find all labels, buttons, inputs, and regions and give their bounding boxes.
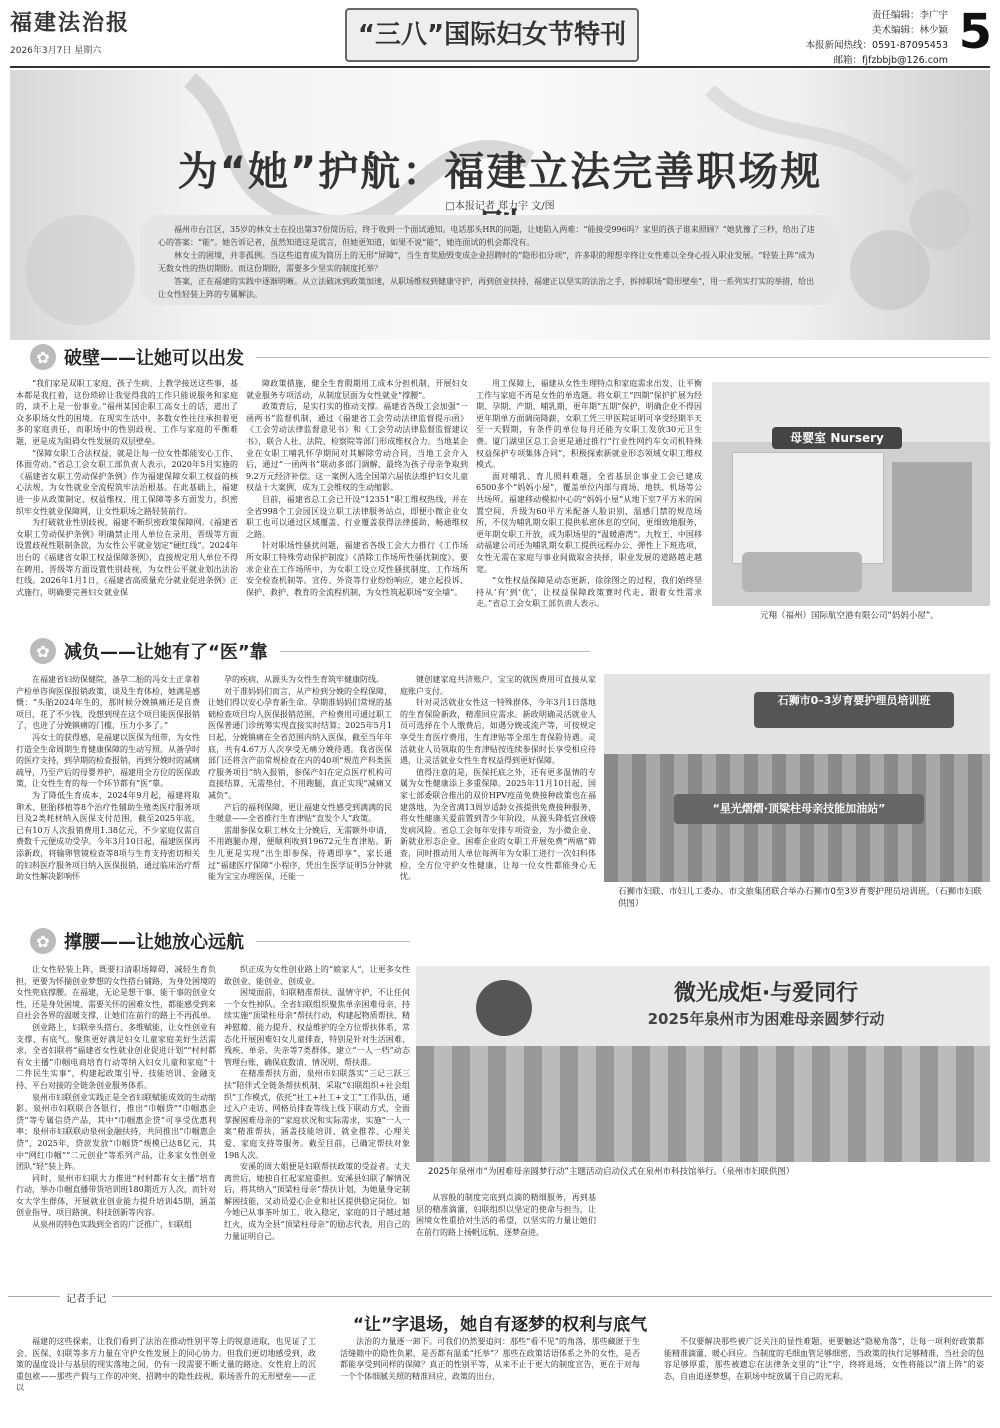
paragraph: 键创建家庭共济账户，宝宝的就医费用可直接从家庭账户支付。 — [400, 675, 596, 696]
banner-text: “星光熠熠·顶梁柱母亲技能加油站” — [674, 794, 924, 824]
photo-caption: 元翔（福州）国际航空港有限公司“妈妈小屋”。 — [760, 611, 939, 621]
editor-name: 责任编辑：李广宇 — [871, 10, 948, 21]
section-title: 破壁——让她可以出发 — [64, 348, 244, 369]
paragraph: 孕的疾病，从源头为女性生育筑牢健康防线。 — [224, 675, 384, 684]
article-column — [16, 964, 216, 1284]
sofa — [742, 552, 862, 592]
paragraph: 福建的这些探索，让我们看到了法治在推动性别平等上的锐意进取，也见证了工会、医保、妇联等多方力量在守护女性发展上的同心协力。但我们更切地感受到，政策的温度设计与基层的现实落地之间，仍有一段需要不断丈量的路途。女性肩上的沉重包袱——那些产假与工作的冲突、招聘中的隐性歧视、职场晋升的无形壁垒——正以 — [16, 1337, 316, 1393]
paragraph: 为打破就业性别歧视，福建不断织密政策保障网。《福建省女职工劳动保护条例》明确禁止用人单位在录用、晋级等方面设置歧视性限制条款，为女性公平就业划定“硬红线”。2024年出台的《福建省女职工权益保障条例》，直接规定用人单位不得在聘用、晋级等方面设置性别歧视，为女性公平就业划出法治红线。2026年1月1日，《福建省高质量充分就业促进条例》正式施行，明确要完善妇女就业保 — [16, 518, 238, 597]
email: 邮箱：fjfzbbjb@126.com — [833, 55, 948, 66]
newspaper-logo: 福建法治报 — [10, 10, 131, 36]
article-column — [476, 378, 702, 628]
paragraph: 针对职场性骚扰问题，福建省各级工会大力推行《工作场所女职工特殊劳动保护制度》《消除工作场所性骚扰制度》，要求企业在工作场所中，为女职工设立反性骚扰制度、工作场所安全检查机制等。宣传、外资等行业纷纷响应，建立起投诉、保护、救护、教育的全流程机制，为女性筑起职场“安全墙”。 — [246, 541, 468, 597]
news-hotline: 本报新闻热线：0591-87095453 — [805, 40, 948, 51]
section-heading-3 — [30, 926, 410, 956]
paragraph: 雷甜参保女职工林女士分娩后，无需额外申请，不用跑腿办理，便顺利收到19672元生育津贴。新生儿更是实现“出生即参保，待遇即享”，家长通过“福建医疗保障”小程序，凭出生医学证明5分钟就能为宝宝办理医保，还能一 — [208, 825, 392, 882]
ceremony-photo — [416, 966, 990, 1162]
lead-p1: 福州市台江区，35岁的林女士在投出第37份简历后，终于收到一个面试通知。电话那头HR的问题，让她陷入两难：“能接受996吗？家里的孩子谁来照顾？”她犹豫了三秒，给出了违心的答案：“能”。她告诉记者，虽然知道这是谎言，但她更知道，如果不说“能”，她连面试的机会都没有。 — [158, 225, 815, 247]
header-rule — [10, 66, 990, 68]
note-column — [16, 1336, 316, 1424]
designer-name: 美术编辑：林少颖 — [871, 25, 948, 36]
paragraph: “我们家是双职工家庭，孩子生病、上教学接送这些事，基本都是我扛着，这份琐碎让我觉得我的工作只能说服务和家庭的，谈不上是一份事业。”福州某国企职工高女士的话，道出了众多职场女性的困境。在现实生活中，多数女性往往承担着更多的家庭责任，而职场中的性别歧视、工作与家庭的平衡难题，更是成为阻碍女性发展的双层壁垒。 — [16, 379, 238, 446]
note-column — [664, 1336, 984, 1424]
masthead — [10, 6, 260, 61]
wall — [732, 452, 884, 564]
section-title: 撑腰——让她放心远航 — [64, 932, 244, 953]
flower-icon: ✿ — [30, 344, 56, 370]
paragraph: 政策背后，是实打实的推动支撑。福建省各级工会加强“一函两书”监督机制，通过《福建省工会劳动法律监督提示函》《工会劳动法律监督意见书》和《工会劳动法律监督监督建议书》，联合人社、法院、检察院等部门形成维权合力。当地某企业在女职工哺乳怀孕期间对其解除劳动合同，当地工会介入后，通过“一函两书”联动多部门调解，最终为孩子母亲争取到9.2万元经济补偿。这一案例入选全国第六届依法维护妇女儿童权益十大案例，成为工会维权的生动缩影。 — [246, 402, 468, 493]
paragraph: 困境面前，妇联精准帮扶、温情守护，不让任何一个女性掉队。全省妇联组织聚焦单亲困难母亲，持续实施“顶梁柱母亲”帮扶行动，构建起物质帮扶、精神慰藉、能力提升、权益维护的全方位帮扶体系，常态化开展困难妇女儿童排查，特别是针对生活困难、残疾、单亲、失亲等7类群体，建立“一人一档”动态管理台账，确保底数清、情况明、帮扶准。 — [224, 988, 410, 1067]
headline: 为“她”护航：福建立法完善职场规 — [177, 149, 823, 195]
paragraph: 创业路上，妇联牵头搭台、多维赋能，让女性创业有支撑、有底气。聚焦更好满足妇女儿童家庭美好生活需求，全省妇联将“福建省女性就业创业促进计划”“村村都有女主播”巾帼电商培育行动等纳入妇女儿童和家庭“十二件民生实事”，构建起政策引导、技能培训、金融支持、平台对接的全链条创业服务体系。 — [16, 1022, 216, 1090]
byline: □本报记者 郑力宇 文/图 — [445, 201, 555, 212]
paragraph: 面对哺乳、育儿照料难题，全省基层企事业工会已建成6500多个“妈妈小屋”，覆盖单位内部与商场、地铁、机场等公共场所。福建移动模拟中心的“妈妈小屋”从地下室7平方米的闲置空间，升级为60平方米配备人脸识别、温感门禁的规范场所，不仅为哺乳期女职工提供私密休息的空间，更细致地服务，更年期女职工开放，成为职场里的“温暖港湾”。九牧王、中国移动福建公司还为哺乳期女职工提供远程办公、弹性上下班选项，女性无需在家庭与事业间做取舍抉择，职业发展的道路越走越宽。 — [476, 471, 702, 574]
paragraph: 不仅要解决那些被广泛关注的显性难题，更要触达“隐秘角落”，让每一项利好政策都能精准滴灌、暖心回应。当制度的毛细血管足够细密，当政策的执行足够精准，当社会的包容足够厚重，那些被遗忘在法律条文里的“让”字，终将退场，女性将能以“清上阵”的姿态，自由追逐梦想，在职场中绽放属于自己的光彩。 — [664, 1337, 984, 1381]
paragraph: “女性权益保障是动态更新、徐徐图之的过程，我们始终坚持从‘有’到‘优’，让权益保障政策赛时代走、跟着女性需求走。”省总工会女职工部负责人表示。 — [476, 576, 702, 609]
paragraph: 织正成为女性创业路上的“娘家人”，让更多女性敢创业、能创业、创成业。 — [224, 965, 410, 986]
paragraph: 为了降低生育成本，2024年9月起，福建将取卵术、胚胎移植等8个治疗性辅助生殖类医疗服务项目及2类耗材纳入医保支付范围，截至2025年底，已有10万人次报销费用1.38亿元，不少家庭仅需自费数千元便成功受孕。今年3月10日起，福建医保再添新政，将输卵管镜检查等8项与生育支持密切相关的妇科医疗服务项目纳入医保报销，通过临床治疗帮助女性解决影响怀 — [16, 790, 200, 882]
training-sign: 石狮市0–3岁育婴护理员培训班 — [754, 692, 954, 728]
article-column — [16, 674, 200, 918]
paragraph: 目前，福建省总工会已开设“12351”职工维权热线，并在全省998个工会园区设立职工法律服务站点，即便小微企业女职工也可以通过区域覆盖、行业覆盖获得法律援助，畅通维权之路。 — [246, 494, 468, 539]
divider — [280, 651, 590, 652]
special-issue-banner: “三八”国际妇女节特刊 — [345, 8, 639, 62]
divider — [256, 941, 410, 942]
section-heading-2 — [30, 636, 590, 666]
group-of-people — [416, 1046, 990, 1162]
reporter-note-title: “让”字退场，她自有逐梦的权利与底气 — [352, 1315, 648, 1335]
lead-p3: 答案，正在福建的实践中逐渐明晰。从立法破冰到政策加速，从职场维权到健康守护，再到创业扶持，福建正以坚实的法治之手，拆掉职场“隐形壁垒”，用一系列实打实的举措，给出让女性轻装上阵的专属解法。 — [158, 277, 815, 299]
paragraph: 在精准帮扶方面，泉州市妇联落实“三记三跃三扶”陪伴式全链条帮扶机制，采取“妇联组织+社会组织”工作模式，依托“社工+社工+文工”工作队伍，通过入户走访、网格员排查等线上线下联动方式，全面掌握困难母亲的“家庭状况和实际需求，实施“一人一案”精准帮扶，涵盖技能培训、就业推荐、心理关爱、家庭支持等服务。截至目前，已确定帮扶对象198人次。 — [224, 1069, 410, 1160]
article-column — [208, 674, 392, 918]
reporter-note-tag: 记者手记 — [60, 1290, 112, 1305]
paragraph: 同时，泉州市妇联大力推进“村村都有女主播”培育行动，举办巾帼直播带货培训班180期近万人次，而针对女大学生群体，开展就业创业能力提升培训45期，涵盖创业指导、项目路演、科技创新等内容。 — [16, 1173, 216, 1218]
article-column — [416, 1192, 596, 1288]
event-title: 微光成炬·与爱同行 — [673, 981, 859, 1006]
paragraph: 用工保障上，福建从女性生理特点和家庭需求出发，让平衡工作与家庭不再是女性的单选题。将女职工“四期”保护扩展为经期、孕期、产期、哺乳期，更年期“五期”保护，明确企业不得因更年期单方面调岗降薪，女职工凭三甲医院证明可享受经期半天至一天假期，有条件的单位每月还能为女职工发放30元卫生费。厦门湖里区总工会更是通过推行“行业性网约车女司机特殊权益保护专项集体合同”，积极探索新就业形态领域女职工维权模式。 — [476, 379, 702, 470]
paragraph: 对于准妈妈们而言，从产检到分娩的全程保障，让她们得以安心孕育新生命。孕期准妈妈们常规的基础检查项目均人医保报销范围，产检费用可通过职工医保普通门诊统筹实现直接实时结算；2025年5月1日起，分娩镇痛在全省范围内纳入医保，截至当年年底，共有4.67万人次享受无痛分娩待遇。我省医保部门还将含产前常规检查在内的40项“规范产科类医疗服务项目”纳入报销，参保产妇在定点医疗机构可直接结算，无需垫付，不用跑腿，真正实现“减痛又减负”。 — [208, 686, 392, 800]
paragraph: 从泉州的特色实践到全省的广泛推广，妇联组 — [32, 1220, 192, 1230]
paragraph: 安溪的周大姐便是妇联帮扶政策的受益者。丈夫离世后，她独自扛起家庭重担。安溪县妇联了解情况后，将其纳入“顶梁柱母亲”帮扶计划，为她量身定制解困技能，又动员爱心企业和社区提供稳定岗位。如今她已从事茶叶加工，收入稳定，家庭的日子越过越红火，成为全县“顶梁柱母亲”的励志代表，用自己的力量证明自己。 — [224, 1162, 410, 1241]
note-column — [340, 1336, 640, 1424]
lead-p2: 林女士的困境，并非孤例。当这些追育成为简历上的无形“屏障”，当生育奖励毁变成企业招聘时的“隐形扣分项”，许多职的理想辛终让女性难以全身心投入职业发展。“轻装上阵”成为无数女性的热切期盼。而这份期盼，需要多少坚实的制度托举？ — [158, 251, 815, 273]
paragraph: 让女性轻装上阵，既要扫清职场障碍，减轻生育负担，更要为怀揣创业梦想的女性搭台铺路，为身处困境的女性兜底撑腰。在福建，无论是想干事、能干事的创业女性，还是身处困境、需要关怀的困难女性，都能感受到来自社会各界的温暖支撑，让她们在前行的路上不再孤单。 — [16, 965, 216, 1021]
paragraph: 障政策措施，健全生育假期用工成本分担机制，开展妇女就业服务专项活动，从制度层面为女性就业“撑腰”。 — [246, 379, 468, 400]
cabinet — [892, 462, 972, 592]
paragraph: 从容般的制度完底到点滴的精细服务，再到基层的精准滴灌，妇联组织以坚定的使命与担当，让困境女性重拾对生活的希望，以坚实的力量让她们在前行的路上扬帆远航、逐梦奋进。 — [416, 1193, 596, 1237]
paragraph: 冯女士的获得感，是福建以医保为纽带，为女性打造全生命周期生育健康保障的生动写照。从备孕时的医疗支持，到孕期的检查报销，再到分娩时的减痛疏导，乃至产后的母婴养护，福建用全方位的医保政策，让女性生育的每一个环节都有“医”靠。 — [16, 732, 200, 789]
divider — [256, 357, 990, 358]
event-subtitle: 2025年泉州市为困难母亲圆梦行动 — [647, 1010, 885, 1028]
section-heading-1 — [30, 342, 990, 372]
paragraph: “保障女职工合法权益，就是让每一位女性都能安心工作、体面劳动。”省总工会女职工部负责人表示，2020年5月实施的《福建省女职工劳动保护条例》作为福建保障女职工权益的核心法规，为女性就业全流程筑牢法治根基。在此基础上，福建进一步从政策制定、权益维权、用工保障等多方面发力，织密织牢女性就业保障网，让女性职场之路轻装前行。 — [16, 448, 238, 516]
lead-paragraph — [140, 215, 840, 305]
photo-caption: 2025年泉州市“为困难母亲圆梦行动”主题活动启动仪式在泉州市科技馆举行。（泉州市妇联供图） — [428, 1167, 795, 1177]
flower-icon: ✿ — [30, 928, 56, 954]
paragraph: 产后的福利保障，更让福建女性感受到满满的民生暖意——全省推行生育津贴“直发个人”政策。 — [208, 802, 392, 824]
editor-info — [806, 8, 948, 68]
nursery-photo — [712, 382, 990, 606]
paragraph: 针对灵活就业女性这一特殊群体，今年3月1日落地的生育保险新政，精准回应需求。新政明确灵活就业人员可选择在个人缴费后，如遇分娩或流产等，可按规定享受生育医疗费用，生育津贴等全部生育保险待遇。灵活就业人员领取的生育津贴按连续参保时长享受相应待遇，让灵活就业女性生育权益得到更好保障。 — [400, 698, 596, 766]
section-title: 减负——让她有了“医”靠 — [64, 642, 268, 663]
event-logo — [476, 980, 532, 1036]
flower-icon: ✿ — [30, 638, 56, 664]
article-column — [16, 378, 238, 628]
photo-caption: 石狮市妇联、市妇儿工委办、市文旅集团联合举办石狮市0至3岁育婴护理员培训班。（石狮市妇联供图） — [618, 887, 982, 909]
nursery-sign: 母婴室 Nursery — [772, 427, 902, 449]
issue-date: 2026年3月7日 星期六 — [10, 46, 102, 56]
paragraph: 泉州市妇联创业实践正是全省妇联赋能成效的生动缩影。泉州市妇联联合各银行，推出“巾帼贷”“巾帼惠企贷”等专属信贷产品，其中“巾帼惠企贷”可享受优惠利率；泉州市妇联联动泉州金融扶持，共同推出“巾帼惠企贷”，2025年，贷款发放“巾帼贷”规模已达8亿元，其中“网红巾帼”“二元创业”等系列产品，让多家女性创业团队“轻”装上阵。 — [16, 1092, 216, 1172]
article-column — [224, 964, 410, 1284]
paragraph: 在福建省妇幼保健院，备孕二胎的冯女士正拿着产检单咨询医保报销政策，谈及生育体检，她满是感慨：“头胎2024年生的，那时候分娩镇痛还是自费项目，花了不少钱，没想到现在这个项目能医保报销了，也进了分娩镇痛的门槛，压力小多了。” — [16, 675, 200, 731]
page-number: 5 — [958, 4, 992, 60]
paragraph: 值得注意的是，医保托底之外，还有更多温情的专属为女性健康添上多重保障。2025年11月10日起，国家七部委联合推出的双价HPV疫苗免费接种政策也在福建落地，为全省满13周岁适龄女孩提供免费接种服务，将女性健康关爱前置到青少年阶段，从源头降低宫颈癌发病风险。省总工会每年安排专项资金，为小微企业、新就业形态企业、困难企业的女职工开展免费“两癌”筛查，同时推动用人单位每两年为女职工进行一次妇科体检，全方位守护女性健康，让每一位女性都能身心无忧。 — [400, 767, 596, 882]
article-column — [246, 378, 468, 628]
article-column — [400, 674, 596, 918]
training-group-photo — [604, 674, 990, 882]
paragraph: 法治的力量逐一卸下。可我们仍然要追问：那些“看不见”的角落，那些藏匿于生活缝隙中的隐性负累，是否都有温柔“托举”？那些在政策话语体系之外的女性，是否都能享受到同样的保障？真正的性别平等，从来不止于更大的制度宣告，更在于对每一个个体细腻关照的精准回应，政策的出台， — [340, 1337, 640, 1381]
